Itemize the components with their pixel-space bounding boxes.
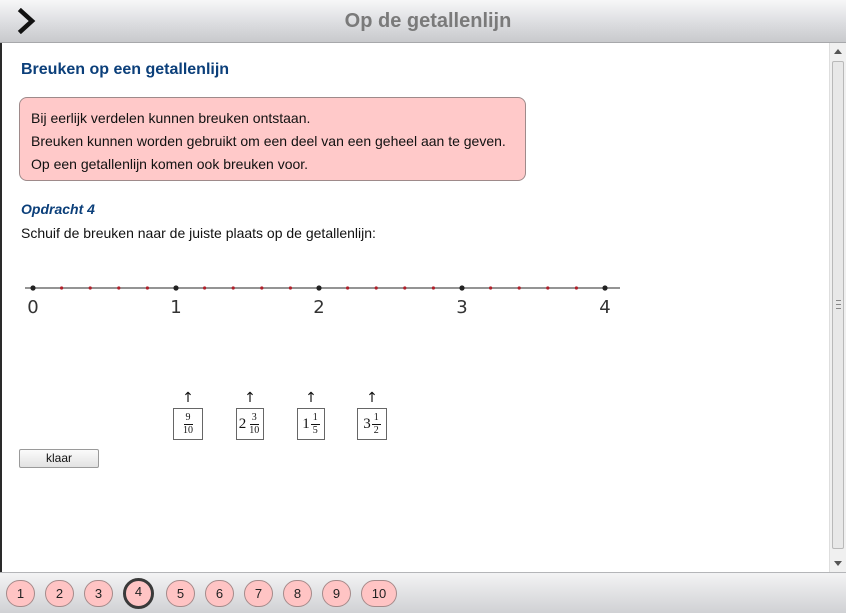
- fraction-denominator: 5: [312, 424, 318, 436]
- page-button-5[interactable]: 5: [166, 580, 195, 607]
- minor-tick: [575, 286, 578, 289]
- fraction-denominator: 10: [249, 424, 260, 436]
- fraction: [247, 412, 261, 437]
- fraction: [181, 412, 195, 437]
- number-line-label: 3: [456, 297, 468, 318]
- info-line: Op een getallenlijn komen ook breuken voor.: [31, 156, 309, 172]
- page-button-1[interactable]: 1: [6, 580, 35, 607]
- up-arrow-icon: ↑: [305, 390, 317, 406]
- info-box: [19, 97, 526, 181]
- number-line-label: 2: [313, 297, 325, 318]
- vertical-scrollbar[interactable]: [829, 43, 846, 572]
- minor-tick: [289, 286, 292, 289]
- fraction-denominator: 2: [373, 424, 379, 436]
- scroll-down-icon[interactable]: [834, 561, 842, 566]
- major-tick: [602, 285, 607, 290]
- task-title: Opdracht 4: [21, 201, 95, 217]
- page-navigation: [0, 572, 846, 613]
- up-arrow-icon: ↑: [244, 390, 256, 406]
- scroll-up-icon[interactable]: [834, 49, 842, 54]
- minor-tick: [203, 286, 206, 289]
- page-button-9[interactable]: 9: [322, 580, 351, 607]
- number-line-label: 0: [27, 297, 39, 318]
- fraction-box: [236, 408, 264, 440]
- number-line-label: 1: [170, 297, 182, 318]
- major-tick: [316, 285, 321, 290]
- fraction: [372, 412, 381, 437]
- fraction-numerator: 3: [251, 411, 257, 423]
- fraction-card-2-3-10[interactable]: [234, 391, 266, 441]
- up-arrow-icon: ↑: [366, 390, 378, 406]
- fraction-numerator: 1: [373, 411, 379, 423]
- info-line: Breuken kunnen worden gebruikt om een deel van een geheel aan te geven.: [31, 133, 506, 149]
- fraction-box: [173, 408, 203, 440]
- fraction-whole: 1: [302, 415, 310, 432]
- page-button-8[interactable]: 8: [283, 580, 312, 607]
- minor-tick: [546, 286, 549, 289]
- minor-tick: [117, 286, 120, 289]
- fraction-whole: 3: [363, 415, 371, 432]
- major-tick: [173, 285, 178, 290]
- page-button-7[interactable]: 7: [244, 580, 273, 607]
- fraction-numerator: 9: [185, 411, 191, 423]
- fraction-box: [297, 408, 325, 440]
- fraction-denominator: 10: [183, 424, 193, 436]
- minor-tick: [432, 286, 435, 289]
- fraction-whole: 2: [238, 415, 247, 432]
- fraction-card-1-1-5[interactable]: [295, 391, 327, 441]
- header-bar: [0, 0, 846, 43]
- done-button[interactable]: klaar: [19, 449, 99, 468]
- page-button-6[interactable]: 6: [205, 580, 234, 607]
- minor-tick: [489, 286, 492, 289]
- page-button-4[interactable]: 4: [123, 578, 154, 609]
- number-line-label: 4: [599, 297, 611, 318]
- page-button-3[interactable]: 3: [84, 580, 113, 607]
- number-line-labels: [27, 297, 610, 318]
- minor-tick: [403, 286, 406, 289]
- fraction-card-9-10[interactable]: [172, 391, 204, 441]
- fraction: [311, 412, 320, 437]
- major-tick: [459, 285, 464, 290]
- section-heading: Breuken op een getallenlijn: [21, 61, 230, 78]
- info-line: Bij eerlijk verdelen kunnen breuken ontstaan.: [31, 110, 311, 126]
- page-button-2[interactable]: 2: [45, 580, 74, 607]
- fraction-numerator: 1: [312, 411, 318, 423]
- minor-tick: [60, 286, 63, 289]
- up-arrow-icon: ↑: [182, 390, 194, 406]
- minor-tick: [346, 286, 349, 289]
- fraction-box: [357, 408, 387, 440]
- scrollbar-thumb[interactable]: [832, 61, 844, 549]
- minor-tick: [89, 286, 92, 289]
- page-title: Op de getallenlijn: [344, 10, 512, 32]
- major-tick: [30, 285, 35, 290]
- minor-tick: [260, 286, 263, 289]
- number-line: [0, 270, 640, 330]
- grip-icon: [836, 300, 841, 309]
- minor-tick: [375, 286, 378, 289]
- minor-tick: [146, 286, 149, 289]
- minor-tick: [518, 286, 521, 289]
- minor-tick: [232, 286, 235, 289]
- task-instruction: Schuif de breuken naar de juiste plaats op de getallenlijn:: [21, 225, 376, 241]
- page-button-10[interactable]: 10: [361, 580, 397, 607]
- fraction-card-3-1-2[interactable]: [356, 391, 388, 441]
